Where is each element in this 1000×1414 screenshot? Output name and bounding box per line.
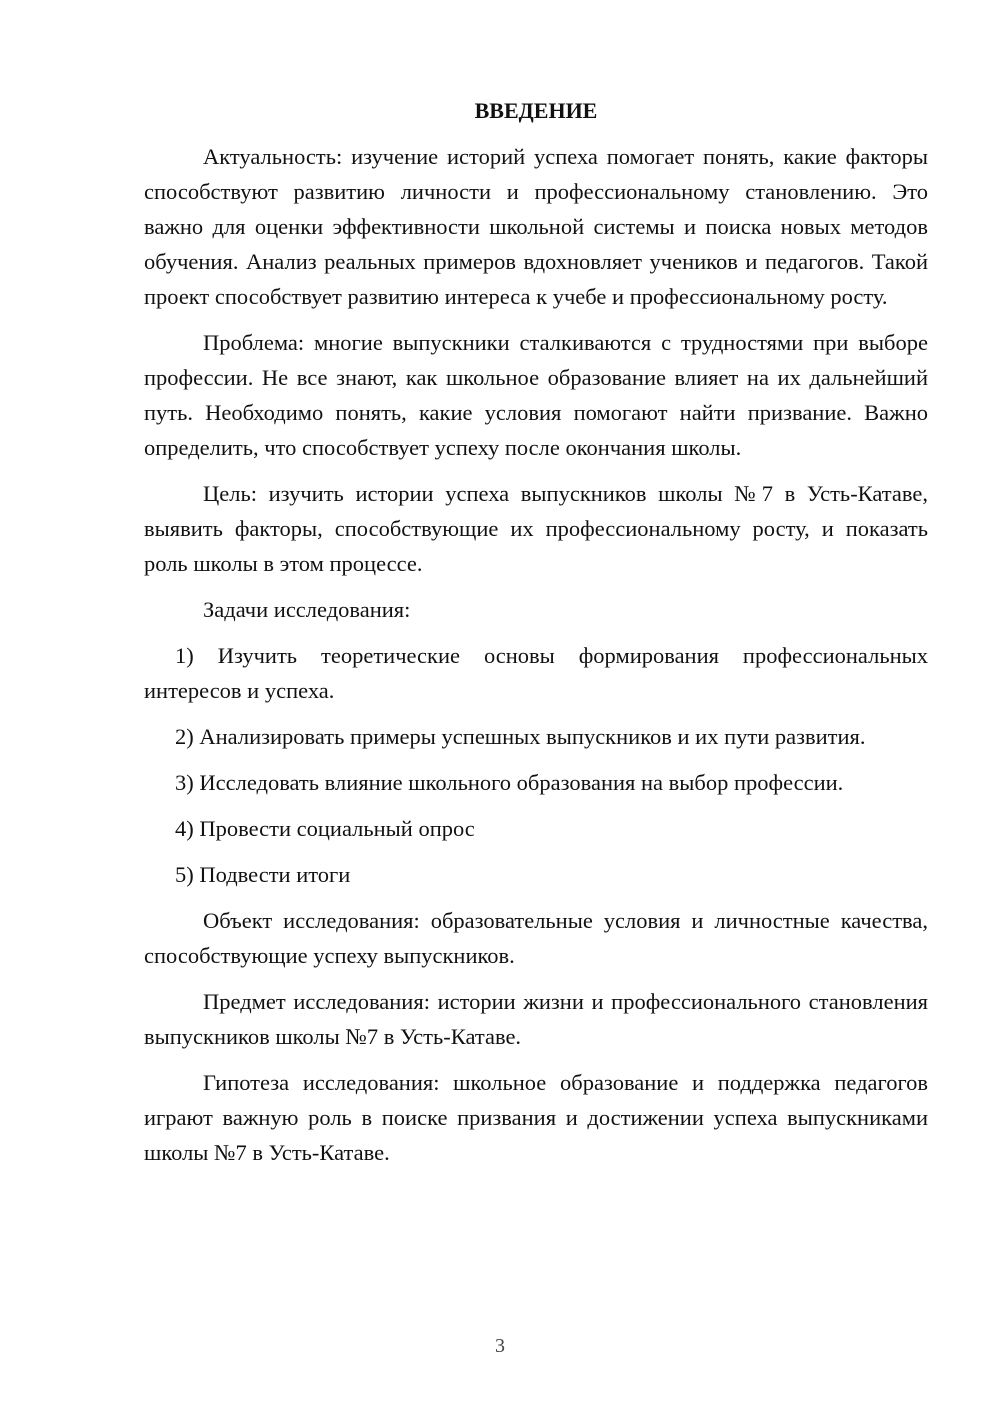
subject-paragraph: Предмет исследования: истории жизни и профессионального становления выпускников школы №7 в Усть-Катаве. [144, 989, 928, 1049]
page-number: 3 [495, 1335, 505, 1357]
goal-paragraph: Цель: изучить истории успеха выпускников школы №7 в Усть-Катаве, выявить факторы, способствующие их профессиональному росту, и показать роль школы в этом процессе. [144, 481, 928, 576]
page-content [144, 93, 928, 1181]
relevance-paragraph: Актуальность: изучение историй успеха помогает понять, какие факторы способствуют развитию личности и профессиональному становлению. Это важно для оценки эффективности школьной системы и поиска новых методов обучения. Анализ реальных примеров вдохновляет учеников и педагогов. Такой проект способствует развитию интереса к учебе и профессиональному росту. [144, 144, 928, 309]
problem-paragraph: Проблема: многие выпускники сталкиваются с трудностями при выборе профессии. Не все знают, как школьное образование влияет на их дальнейший путь. Необходимо понять, какие условия помогают найти призвание. Важно определить, что способствует успеху после окончания школы. [144, 330, 928, 460]
task-item-5: 5) Подвести итоги [175, 862, 351, 887]
task-item-4: 4) Провести социальный опрос [175, 816, 475, 841]
task-item-1: 1) Изучить теоретические основы формирования профессиональных интересов и успеха. [144, 643, 928, 703]
object-paragraph: Объект исследования: образовательные условия и личностные качества, способствующие успеху выпускников. [144, 908, 928, 968]
tasks-title: Задачи исследования: [203, 597, 411, 622]
section-heading: ВВЕДЕНИЕ [474, 98, 598, 123]
task-item-2: 2) Анализировать примеры успешных выпускников и их пути развития. [175, 724, 866, 749]
hypothesis-paragraph: Гипотеза исследования: школьное образование и поддержка педагогов играют важную роль в поиске призвания и достижении успеха выпускниками школы №7 в Усть-Катаве. [144, 1070, 928, 1165]
task-item-3: 3) Исследовать влияние школьного образования на выбор профессии. [175, 770, 844, 795]
